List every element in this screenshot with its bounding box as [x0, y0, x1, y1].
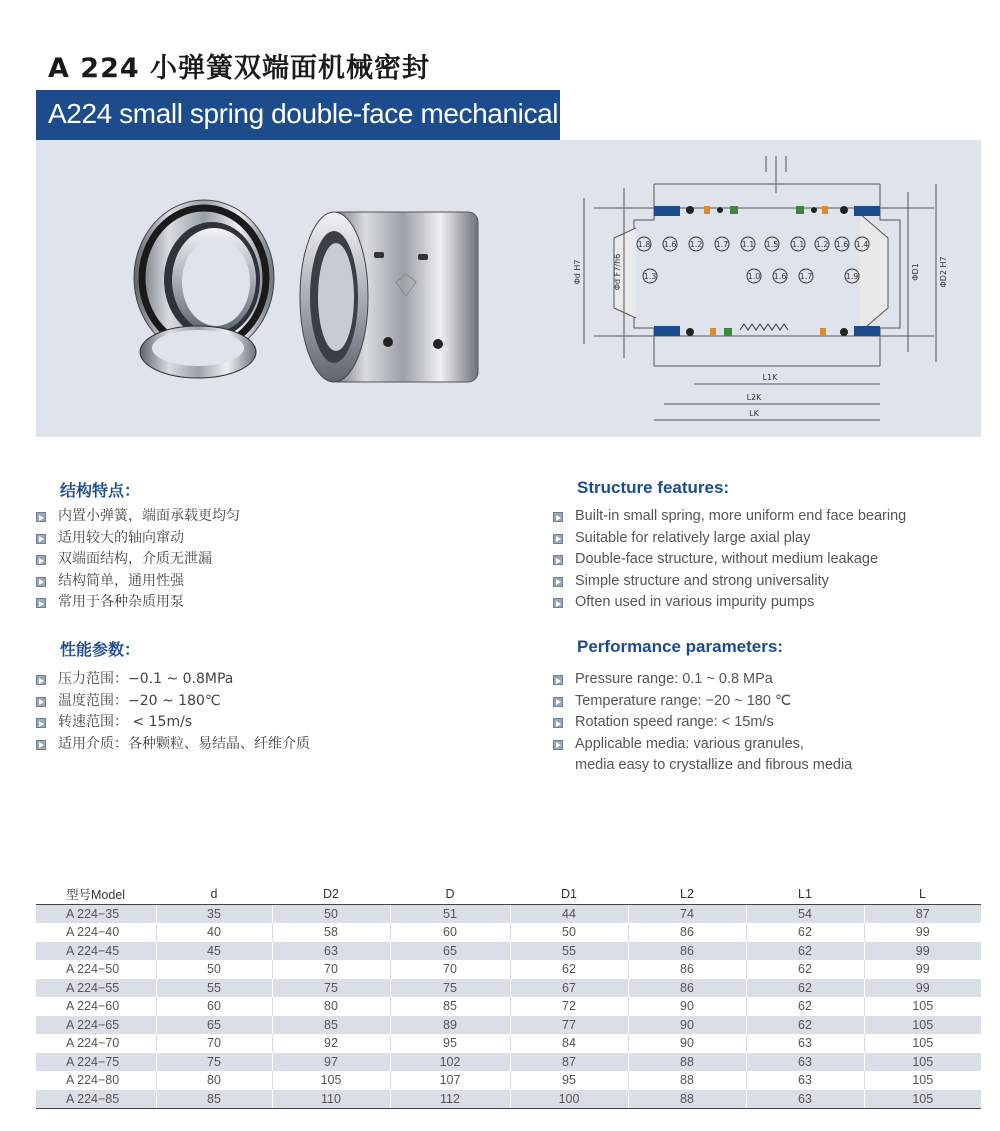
part-label: 1.8 — [637, 240, 651, 249]
list-item-continuation: media easy to crystallize and fibrous media — [575, 757, 853, 773]
table-cell: 80 — [272, 997, 390, 1016]
bullet-icon — [36, 718, 46, 728]
dimension-table — [36, 882, 981, 1109]
structure-heading-cn: 结构特点： — [60, 481, 141, 500]
header-l2: L2 — [628, 883, 746, 905]
table-cell: 58 — [272, 923, 390, 942]
table-cell: 107 — [390, 1071, 510, 1090]
part-label: 1.6 — [773, 272, 787, 281]
list-item: 常用于各种杂质用泵 — [36, 592, 240, 614]
dim-d2-h7: ΦD2 H7 — [939, 256, 948, 288]
list-item: Rotation speed range: < 15m/s — [553, 712, 852, 734]
table-cell: A 224−55 — [36, 979, 156, 998]
table-cell: 95 — [390, 1034, 510, 1053]
table-row — [36, 1090, 981, 1109]
list-item: 结构简单，通用性强 — [36, 571, 240, 593]
table-cell: 70 — [272, 960, 390, 979]
table-cell: 70 — [156, 1034, 272, 1053]
table-cell: 105 — [864, 997, 981, 1016]
table-cell: 63 — [746, 1053, 864, 1072]
table-cell: A 224−40 — [36, 923, 156, 942]
table-cell: 51 — [390, 905, 510, 924]
technical-drawing — [544, 148, 964, 430]
table-cell: A 224−50 — [36, 960, 156, 979]
table-cell: 99 — [864, 942, 981, 961]
table-cell: 77 — [510, 1016, 628, 1035]
table-body — [36, 905, 981, 1109]
list-item: 适用较大的轴向窜动 — [36, 528, 240, 550]
table-cell: 60 — [156, 997, 272, 1016]
table-row — [36, 923, 981, 942]
table-cell: 85 — [272, 1016, 390, 1035]
bullet-icon — [36, 512, 46, 522]
table-cell: 35 — [156, 905, 272, 924]
table-cell: 54 — [746, 905, 864, 924]
table-cell: 50 — [156, 960, 272, 979]
dim-lk: LK — [749, 409, 759, 418]
table-cell: 105 — [864, 1016, 981, 1035]
structure-list-cn — [36, 506, 240, 614]
bullet-icon — [36, 534, 46, 544]
table-cell: A 224−75 — [36, 1053, 156, 1072]
header-d: d — [156, 883, 272, 905]
part-label: 1.7 — [799, 272, 813, 281]
table-cell: 99 — [864, 979, 981, 998]
table-cell: 65 — [390, 942, 510, 961]
part-label: 1.4 — [855, 240, 869, 249]
dim-d-f7h6: Φd F7/h6 — [613, 253, 622, 291]
header-model: 型号Model — [36, 883, 156, 905]
bullet-icon — [553, 675, 563, 685]
table-cell: 63 — [272, 942, 390, 961]
bullet-icon — [553, 740, 563, 750]
table-cell: 80 — [156, 1071, 272, 1090]
dim-l1k: L1K — [762, 373, 778, 382]
page-title-en: A224 small spring double-face mechanical seal — [48, 98, 616, 129]
table-cell: 110 — [272, 1090, 390, 1109]
table-cell: 87 — [864, 905, 981, 924]
table-cell: 85 — [390, 997, 510, 1016]
performance-heading-cn: 性能参数： — [60, 640, 141, 659]
table-cell: 105 — [864, 1071, 981, 1090]
table-cell: 40 — [156, 923, 272, 942]
bullet-icon — [553, 555, 563, 565]
table-cell: 75 — [390, 979, 510, 998]
table-row — [36, 979, 981, 998]
table-cell: 112 — [390, 1090, 510, 1109]
table-cell: 65 — [156, 1016, 272, 1035]
table-cell: 90 — [628, 997, 746, 1016]
table-cell: 45 — [156, 942, 272, 961]
table-cell: 92 — [272, 1034, 390, 1053]
table-cell: A 224−35 — [36, 905, 156, 924]
part-label: 1.1 — [791, 240, 805, 249]
table-header-row — [36, 883, 981, 905]
list-item: Pressure range: 0.1 ~ 0.8 MPa — [553, 669, 852, 691]
table-cell: 105 — [864, 1053, 981, 1072]
table-cell: 85 — [156, 1090, 272, 1109]
part-label: 1.6 — [835, 240, 849, 249]
bullet-icon — [553, 512, 563, 522]
table-cell: 72 — [510, 997, 628, 1016]
list-item: 压力范围：−0.1 ~ 0.8MPa — [36, 669, 310, 691]
table-cell: A 224−85 — [36, 1090, 156, 1109]
part-label: 1.3 — [643, 272, 657, 281]
list-item: Temperature range: −20 ~ 180 ℃ — [553, 691, 852, 713]
list-item: Applicable media: various granules, media easy to crystallize and fibrous media — [553, 734, 852, 777]
list-item: 内置小弹簧，端面承载更均匀 — [36, 506, 240, 528]
table-row — [36, 1034, 981, 1053]
table-cell: 84 — [510, 1034, 628, 1053]
bullet-icon — [36, 598, 46, 608]
structure-heading-en: Structure features: — [577, 478, 730, 497]
table-cell: 90 — [628, 1016, 746, 1035]
list-item: 双端面结构，介质无泄漏 — [36, 549, 240, 571]
table-cell: 86 — [628, 923, 746, 942]
list-item: Double-face structure, without medium leakage — [553, 549, 906, 571]
table-cell: 63 — [746, 1071, 864, 1090]
table-cell: 62 — [746, 997, 864, 1016]
table-row — [36, 997, 981, 1016]
table-cell: 62 — [746, 960, 864, 979]
bullet-icon — [553, 718, 563, 728]
dim-d-h7: Φd H7 — [573, 259, 582, 285]
table-cell: 62 — [746, 1016, 864, 1035]
table-cell: 55 — [156, 979, 272, 998]
performance-list-cn — [36, 669, 310, 755]
product-photo — [128, 192, 488, 392]
list-item: Often used in various impurity pumps — [553, 592, 906, 614]
table-cell: A 224−70 — [36, 1034, 156, 1053]
table-cell: 105 — [864, 1090, 981, 1109]
page-title-cn: A 224 小弹簧双端面机械密封 — [48, 53, 431, 84]
table-cell: A 224−60 — [36, 997, 156, 1016]
list-item: Suitable for relatively large axial play — [553, 528, 906, 550]
performance-heading-en: Performance parameters: — [577, 637, 783, 656]
table-cell: 86 — [628, 960, 746, 979]
header-l1: L1 — [746, 883, 864, 905]
table-row — [36, 942, 981, 961]
table-cell: 62 — [510, 960, 628, 979]
table-cell: 105 — [272, 1071, 390, 1090]
list-item: 适用介质：各种颗粒、易结晶、纤维介质 — [36, 734, 310, 756]
table-cell: 63 — [746, 1090, 864, 1109]
bullet-icon — [553, 577, 563, 587]
table-cell: 99 — [864, 960, 981, 979]
table-cell: 86 — [628, 979, 746, 998]
table-cell: 62 — [746, 942, 864, 961]
table-cell: 87 — [510, 1053, 628, 1072]
part-label: 1.0 — [747, 272, 761, 281]
table-cell: 95 — [510, 1071, 628, 1090]
table-cell: 63 — [746, 1034, 864, 1053]
table-row — [36, 1016, 981, 1035]
table-row — [36, 1053, 981, 1072]
table-cell: 105 — [864, 1034, 981, 1053]
header-d2: D2 — [272, 883, 390, 905]
performance-list-en — [553, 669, 852, 777]
part-label: 1.9 — [845, 272, 859, 281]
table-cell: 67 — [510, 979, 628, 998]
bullet-icon — [36, 577, 46, 587]
dim-l2k: L2K — [746, 393, 762, 402]
list-item: Built-in small spring, more uniform end face bearing — [553, 506, 906, 528]
part-label: 1.2 — [815, 240, 829, 249]
part-label: 1.2 — [689, 240, 703, 249]
table-cell: 62 — [746, 979, 864, 998]
table-cell: 70 — [390, 960, 510, 979]
list-item: Simple structure and strong universality — [553, 571, 906, 593]
table-cell: 60 — [390, 923, 510, 942]
table-cell: 88 — [628, 1090, 746, 1109]
product-hero — [36, 140, 981, 437]
table-cell: 88 — [628, 1053, 746, 1072]
table-cell: 89 — [390, 1016, 510, 1035]
table-cell: A 224−80 — [36, 1071, 156, 1090]
table-cell: 99 — [864, 923, 981, 942]
table-cell: 97 — [272, 1053, 390, 1072]
table-cell: A 224−45 — [36, 942, 156, 961]
table-cell: 74 — [628, 905, 746, 924]
table-cell: 88 — [628, 1071, 746, 1090]
table-cell: 50 — [272, 905, 390, 924]
table-cell: 75 — [156, 1053, 272, 1072]
header-d1: D1 — [510, 883, 628, 905]
bullet-icon — [553, 598, 563, 608]
list-item: 转速范围： < 15m/s — [36, 712, 310, 734]
header-d-outer: D — [390, 883, 510, 905]
bullet-icon — [36, 555, 46, 565]
table-cell: 102 — [390, 1053, 510, 1072]
part-label: 1.5 — [765, 240, 779, 249]
table-row — [36, 960, 981, 979]
table-cell: 86 — [628, 942, 746, 961]
bullet-icon — [553, 697, 563, 707]
part-label: 1.7 — [715, 240, 729, 249]
part-label: 1.6 — [663, 240, 677, 249]
list-item: 温度范围：−20 ~ 180℃ — [36, 691, 310, 713]
bullet-icon — [36, 740, 46, 750]
table-cell: 100 — [510, 1090, 628, 1109]
part-label: 1.1 — [741, 240, 755, 249]
table-row — [36, 905, 981, 924]
bullet-icon — [36, 675, 46, 685]
table-cell: 44 — [510, 905, 628, 924]
table-cell: 90 — [628, 1034, 746, 1053]
bullet-icon — [553, 534, 563, 544]
bullet-icon — [36, 697, 46, 707]
table-cell: 55 — [510, 942, 628, 961]
table-cell: 62 — [746, 923, 864, 942]
table-cell: A 224−65 — [36, 1016, 156, 1035]
header-l: L — [864, 883, 981, 905]
dim-d1: ΦD1 — [911, 263, 920, 281]
table-row — [36, 1071, 981, 1090]
table-cell: 75 — [272, 979, 390, 998]
structure-list-en — [553, 506, 906, 614]
table-cell: 50 — [510, 923, 628, 942]
